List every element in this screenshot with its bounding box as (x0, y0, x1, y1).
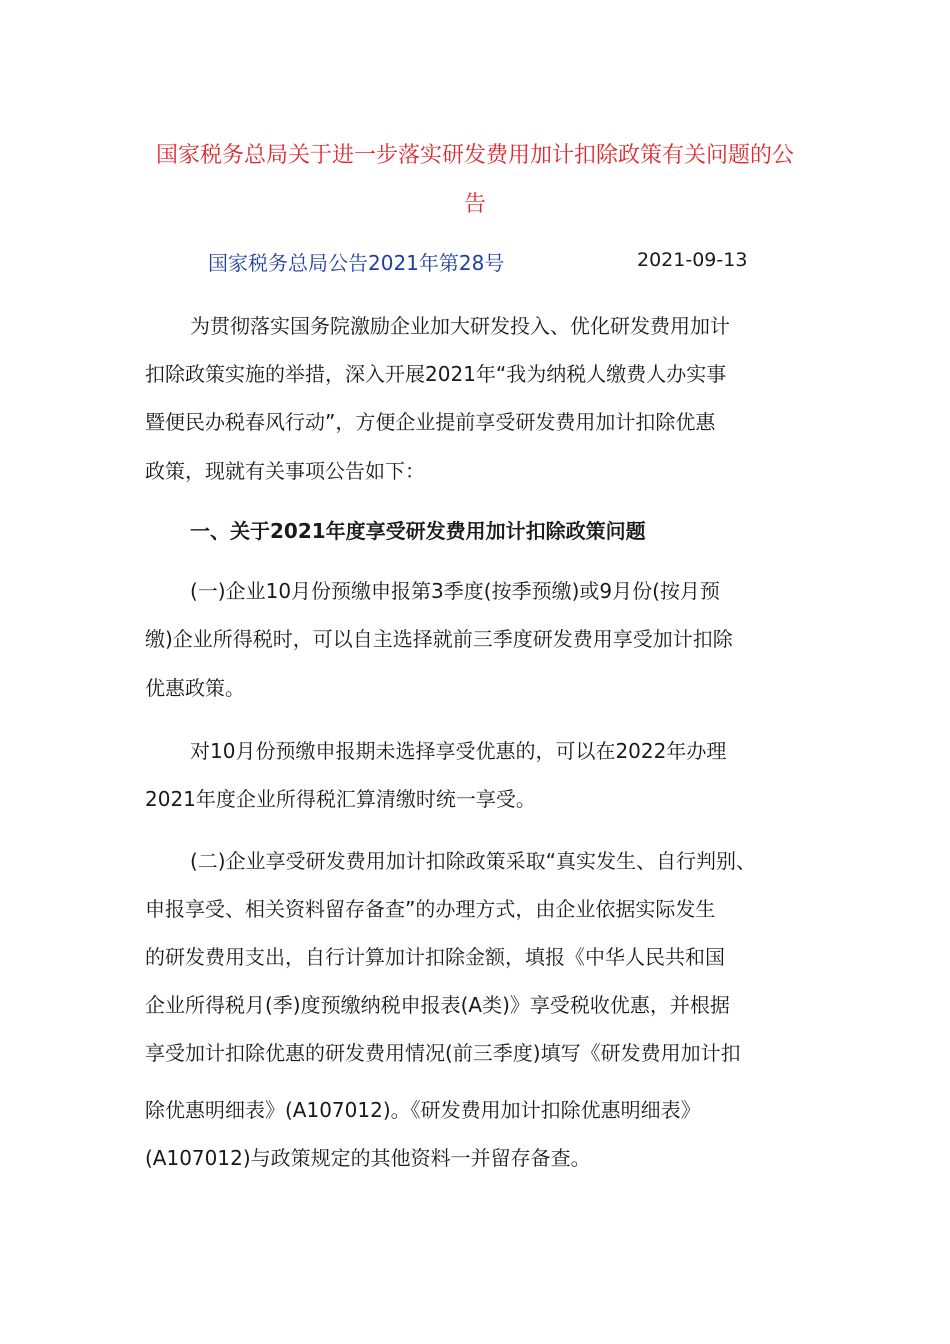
item1-line: (一)企业10月份预缴申报第3季度(按季预缴)或9月份(按月预 (190, 579, 720, 603)
item1-note-line: 2021年度企业所得税汇算清缴时统一享受。 (145, 787, 536, 811)
intro-line: 政策，现就有关事项公告如下： (145, 459, 425, 483)
document-title-line-2: 告 (463, 192, 486, 217)
announcement-number: 国家税务总局公告2021年第28号 (208, 251, 505, 275)
intro-line: 扣除政策实施的举措，深入开展2021年“我为纳税人缴费人办实事 (145, 362, 727, 386)
document-title-line-1: 国家税务总局关于进一步落实研发费用加计扣除政策有关问题的公 (155, 143, 794, 168)
item2-line: 的研发费用支出，自行计算加计扣除金额，填报《中华人民共和国 (145, 945, 725, 969)
item2-line: 申报享受、相关资料留存备查”的办理方式，由企业依据实际发生 (145, 897, 716, 921)
section-heading-1: 一、关于2021年度享受研发费用加计扣除政策问题 (190, 519, 646, 543)
intro-line: 暨便民办税春风行动”，方便企业提前享受研发费用加计扣除优惠 (145, 410, 716, 434)
announcement-date: 2021-09-13 (637, 249, 748, 271)
item2-line: 除优惠明细表》(A107012)。《研发费用加计扣除优惠明细表》 (145, 1098, 701, 1122)
intro-line: 为贯彻落实国务院激励企业加大研发投入、优化研发费用加计 (190, 314, 730, 338)
item2-line: 企业所得税月(季)度预缴纳税申报表(A类)》享受税收优惠，并根据 (145, 993, 730, 1017)
item1-line: 优惠政策。 (145, 676, 245, 700)
item2-line: (A107012)与政策规定的其他资料一并留存备查。 (145, 1146, 591, 1170)
item2-line: 享受加计扣除优惠的研发费用情况(前三季度)填写《研发费用加计扣 (145, 1041, 741, 1065)
item1-line: 缴)企业所得税时，可以自主选择就前三季度研发费用享受加计扣除 (145, 627, 733, 651)
item2-line: (二)企业享受研发费用加计扣除政策采取“真实发生、自行判别、 (190, 849, 756, 873)
item1-note-line: 对10月份预缴申报期未选择享受优惠的，可以在2022年办理 (190, 739, 727, 763)
